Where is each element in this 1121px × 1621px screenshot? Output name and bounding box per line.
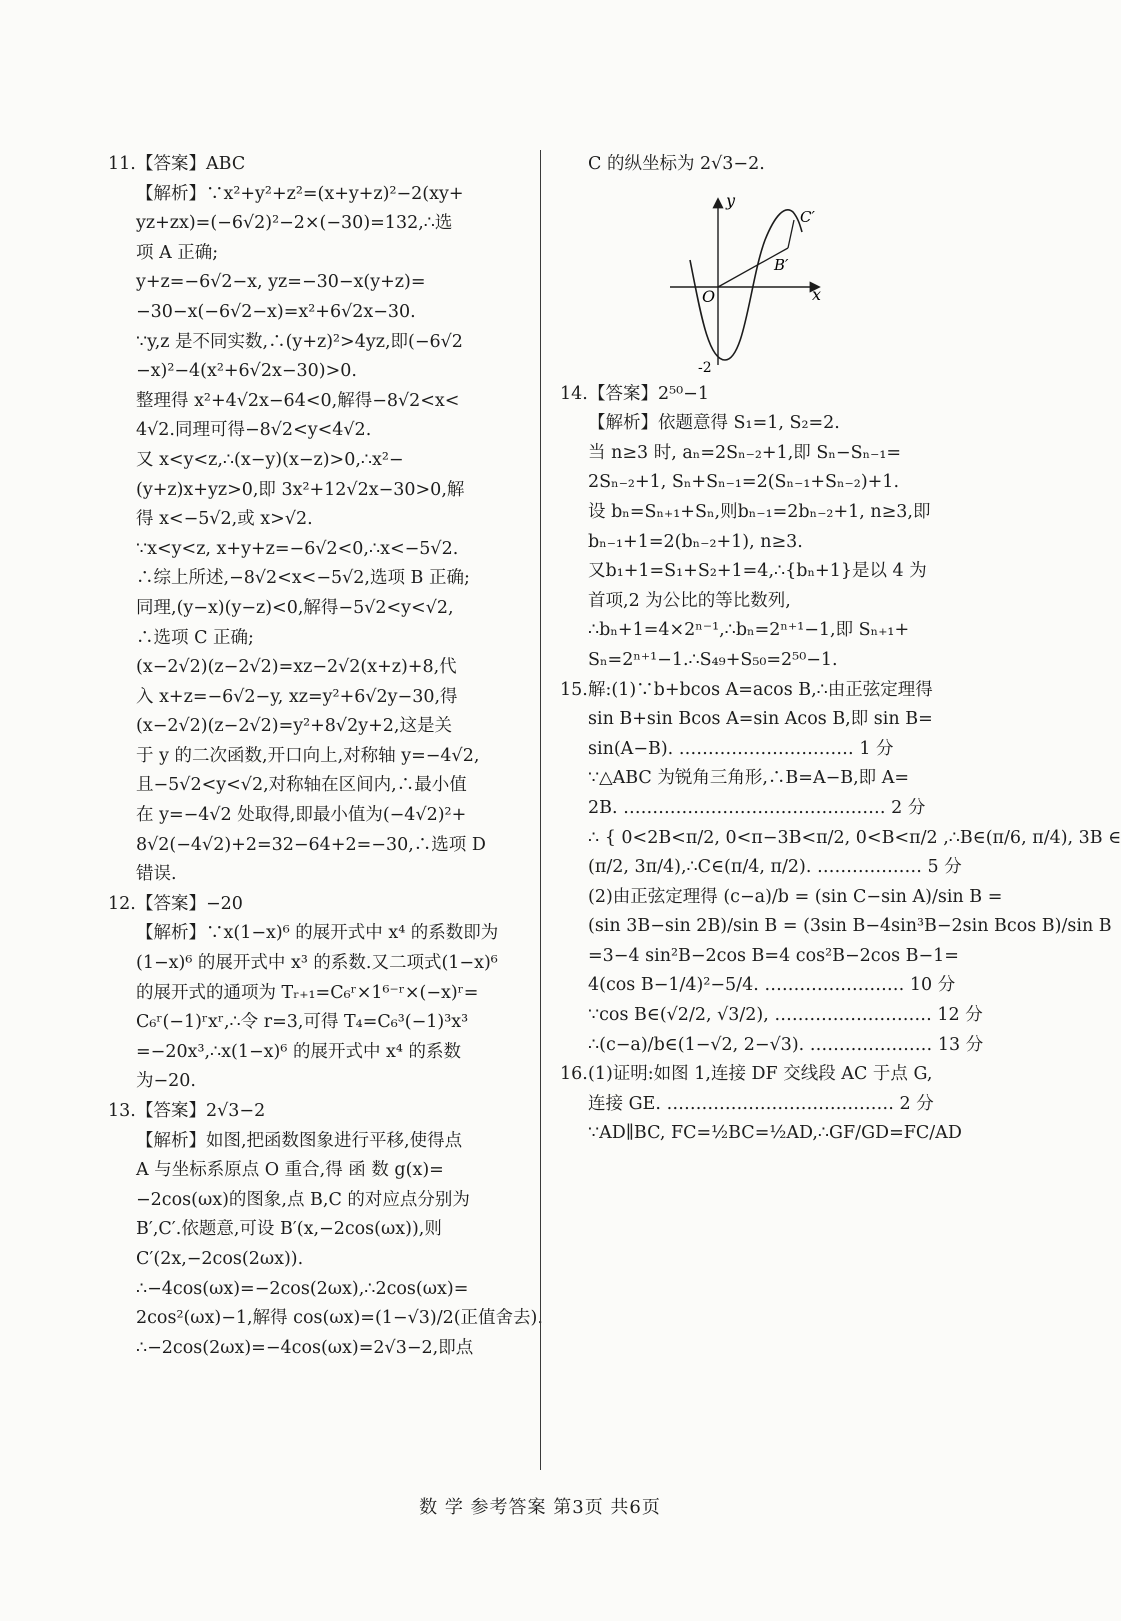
- c-prime-label: C′: [800, 207, 815, 226]
- line-text: ∵cos B∈(√2/2, √3/2), ……………………… 12 分: [588, 1005, 983, 1026]
- text-line: [560, 764, 980, 794]
- text-line: [560, 883, 1003, 913]
- text-line: [108, 1186, 530, 1216]
- line-text: 整理得 x²+4√2x−64<0,解得−8√2<x<: [136, 390, 460, 411]
- line-text: A 与坐标系原点 O 重合,得 函 数 g(x)=: [136, 1160, 444, 1181]
- text-line: [560, 912, 1112, 942]
- line-text: 【答案】2⁵⁰−1: [588, 383, 709, 404]
- text-line: [108, 298, 530, 328]
- line-text: C′(2x,−2cos(2ωx)).: [136, 1248, 304, 1269]
- text-line: [560, 1090, 980, 1120]
- line-text: 【答案】−20: [136, 893, 243, 914]
- text-line: [108, 653, 530, 683]
- text-line: [108, 1215, 530, 1245]
- text-line: [108, 387, 530, 417]
- text-line: [108, 180, 530, 210]
- text-line: [108, 1127, 530, 1157]
- line-text: ∵AD∥BC, FC=½BC=½AD,∴GF/GD=FC/AD: [588, 1123, 962, 1144]
- right-column: [560, 150, 1121, 1149]
- line-text: −2cos(ωx)的图象,点 B,C 的对应点分别为: [136, 1189, 470, 1210]
- text-line: [560, 1001, 983, 1031]
- text-line: [108, 150, 530, 180]
- line-text: 2B. ……………………………………… 2 分: [588, 797, 926, 818]
- text-line: [108, 239, 530, 269]
- line-text: 为−20.: [136, 1071, 196, 1092]
- text-line: [108, 328, 530, 358]
- line-text: (x−2√2)(z−2√2)=y²+8√2y+2,这是关: [136, 716, 452, 737]
- text-line: [108, 505, 530, 535]
- line-text: 2Sₙ₋₂+1, Sₙ+Sₙ₋₁=2(Sₙ₋₁+Sₙ₋₂)+1.: [588, 472, 900, 493]
- question-number: 15.: [560, 679, 588, 700]
- y-axis-label: y: [726, 190, 736, 210]
- text-line: [108, 831, 530, 861]
- text-line: [560, 676, 980, 706]
- text-line: [108, 1067, 530, 1097]
- text-line: [108, 357, 530, 387]
- text-line: [560, 528, 980, 558]
- line-text: 当 n≥3 时, aₙ=2Sₙ₋₂+1,即 Sₙ−Sₙ₋₁=: [588, 442, 902, 463]
- line-text: −x)²−4(x²+6√2x−30)>0.: [136, 361, 357, 382]
- line-text: (2)由正弦定理得 (c−a)/b = (sin C−sin A)/sin B =: [588, 886, 1003, 907]
- text-line: [560, 468, 980, 498]
- line-text: (π/2, 3π/4),∴C∈(π/4, π/2). ……………… 5 分: [588, 857, 962, 878]
- text-line: [108, 742, 530, 772]
- question-number: 16.: [560, 1064, 588, 1085]
- text-line: [560, 587, 980, 617]
- text-line: [560, 824, 1121, 854]
- line-text: 首项,2 为公比的等比数列,: [588, 590, 791, 611]
- line-text: =3−4 sin²B−2cos B=4 cos²B−2cos B−1=: [588, 945, 959, 966]
- line-text: 【答案】ABC: [136, 154, 246, 174]
- question-number: 12.: [108, 893, 136, 914]
- line-text: 【答案】2√3−2: [136, 1101, 266, 1121]
- text-line: [560, 498, 980, 528]
- line-text: 又b₁+1=S₁+S₂+1=4,∴{bₙ+1}是以 4 为: [588, 561, 927, 582]
- origin-label: O: [702, 286, 716, 306]
- line-text: −30−x(−6√2−x)=x²+6√2x−30.: [136, 301, 416, 322]
- text-line: [108, 1008, 530, 1038]
- line-text: 4(cos B−1/4)²−5/4. …………………… 10 分: [588, 975, 956, 996]
- text-line: [560, 794, 980, 824]
- line-text: 得 x<−5√2,或 x>√2.: [136, 509, 313, 530]
- text-line: [560, 1031, 984, 1061]
- line-text: 【解析】依题意得 S₁=1, S₂=2.: [588, 413, 840, 434]
- line-text: (x−2√2)(z−2√2)=xz−2√2(x+z)+8,代: [136, 657, 457, 678]
- page-footer: 数 学 参考答案 第3页 共6页: [419, 1497, 661, 1518]
- text-line: [108, 1245, 530, 1275]
- line-text: ∴选项 C 正确;: [136, 627, 254, 648]
- line-text: 在 y=−4√2 处取得,即最小值为(−4√2)²+: [136, 805, 467, 826]
- text-line: [108, 860, 530, 890]
- x-axis-label: x: [812, 284, 822, 304]
- text-line: [108, 594, 530, 624]
- question-number: 11.: [108, 154, 136, 174]
- line-text: ∴−4cos(ωx)=−2cos(2ωx),∴2cos(ωx)=: [136, 1278, 469, 1299]
- text-line: [108, 1275, 530, 1305]
- text-line: [108, 712, 530, 742]
- left-column: [108, 150, 543, 1363]
- line-text: 的展开式的通项为 Tᵣ₊₁=C₆ʳ×1⁶⁻ʳ×(−x)ʳ=: [136, 982, 479, 1003]
- line-text: 项 A 正确;: [136, 242, 219, 263]
- text-line: [560, 1060, 980, 1090]
- line-text: 且−5√2<y<√2,对称轴在区间内,∴最小值: [136, 775, 467, 796]
- line-text: (sin 3B−sin 2B)/sin B = (3sin B−4sin³B−2sin Bcos B)/sin B: [588, 916, 1112, 937]
- line-text: 【解析】如图,把函数图象进行平移,使得点: [136, 1130, 463, 1151]
- line-text: bₙ₋₁+1=2(bₙ₋₂+1), n≥3.: [588, 531, 803, 552]
- line-text: Sₙ=2ⁿ⁺¹−1.∴S₄₉+S₅₀=2⁵⁰−1.: [588, 649, 838, 670]
- line-text: ∴bₙ+1=4×2ⁿ⁻¹,∴bₙ=2ⁿ⁺¹−1,即 Sₙ₊₁+: [588, 620, 910, 641]
- line-text: C 的纵坐标为 2√3−2.: [588, 154, 765, 174]
- line-text: 错误.: [136, 864, 177, 885]
- text-line: [108, 268, 530, 298]
- line-text: 解:(1)∵b+bcos A=acos B,∴由正弦定理得: [588, 679, 933, 700]
- line-text: ∵△ABC 为锐角三角形,∴B=A−B,即 A=: [588, 768, 910, 789]
- line-text: (y+z)x+yz>0,即 3x²+12√2x−30>0,解: [136, 479, 465, 500]
- text-line: [108, 624, 530, 654]
- line-text: 连接 GE. ………………………………… 2 分: [588, 1093, 934, 1114]
- line-text: (1−x)⁶ 的展开式中 x³ 的系数.又二项式(1−x)⁶: [136, 953, 498, 974]
- text-line: [560, 380, 980, 410]
- line-text: y+z=−6√2−x, yz=−30−x(y+z)=: [136, 272, 426, 293]
- line-text: 8√2(−4√2)+2=32−64+2=−30,∴选项 D: [136, 834, 486, 855]
- question-number: 13.: [108, 1101, 136, 1121]
- line-text: yz+zx)=(−6√2)²−2×(−30)=132,∴选: [136, 213, 453, 234]
- text-line: [560, 705, 980, 735]
- text-line: [560, 853, 980, 883]
- b-prime-label: B′: [774, 255, 789, 274]
- line-text: 【解析】∵x(1−x)⁶ 的展开式中 x⁴ 的系数即为: [136, 923, 499, 944]
- question-number: 14.: [560, 383, 588, 404]
- line-text: ∵x<y<z, x+y+z=−6√2<0,∴x<−5√2.: [136, 538, 459, 559]
- text-line: [560, 557, 980, 587]
- line-text: ∵y,z 是不同实数,∴(y+z)²>4yz,即(−6√2: [136, 331, 463, 352]
- line-text: 【解析】∵x²+y²+z²=(x+y+z)²−2(xy+: [136, 183, 464, 204]
- text-line: [560, 439, 980, 469]
- text-line: [560, 942, 980, 972]
- text-line: [108, 979, 530, 1009]
- right-column-top: [560, 150, 980, 180]
- text-line: [560, 971, 980, 1001]
- line-text: =−20x³,∴x(1−x)⁶ 的展开式中 x⁴ 的系数: [136, 1041, 461, 1062]
- text-line: [560, 409, 980, 439]
- text-line: [108, 771, 530, 801]
- line-text: 同理,(y−x)(y−z)<0,解得−5√2<y<√2,: [136, 597, 454, 618]
- text-line: [108, 476, 530, 506]
- text-line: [108, 890, 530, 920]
- text-line: [108, 1097, 530, 1127]
- text-line: [560, 616, 980, 646]
- line-text: 设 bₙ=Sₙ₊₁+Sₙ,则bₙ₋₁=2bₙ₋₂+1, n≥3,即: [588, 501, 931, 522]
- text-line: [560, 646, 980, 676]
- text-line: [108, 1156, 530, 1186]
- text-line: [108, 209, 530, 239]
- line-text: B′,C′.依题意,可设 B′(x,−2cos(ωx)),则: [136, 1219, 442, 1240]
- text-line: [108, 1038, 530, 1068]
- function-graph: [560, 180, 980, 380]
- text-line: [108, 1334, 530, 1364]
- line-text: 于 y 的二次函数,开口向上,对称轴 y=−4√2,: [136, 745, 480, 766]
- column-divider: [540, 150, 541, 1470]
- text-line: [108, 1304, 543, 1334]
- text-line: [108, 683, 530, 713]
- line-text: 入 x+z=−6√2−y, xz=y²+6√2y−30,得: [136, 686, 458, 707]
- line-text: ∴−2cos(2ωx)=−4cos(ωx)=2√3−2,即点: [136, 1337, 474, 1358]
- text-line: [108, 919, 530, 949]
- right-column-bottom: [560, 380, 1121, 1149]
- line-text: C₆ʳ(−1)ʳxʳ,∴令 r=3,可得 T₄=C₆³(−1)³x³: [136, 1012, 469, 1033]
- segment-bc: [788, 220, 794, 248]
- text-line: [108, 446, 530, 476]
- line-text: (1)证明:如图 1,连接 DF 交线段 AC 于点 G,: [588, 1064, 933, 1085]
- text-line: [560, 735, 980, 765]
- line-text: 2cos²(ωx)−1,解得 cos(ωx)=(1−√3)/2(正值舍去).: [136, 1308, 543, 1329]
- text-line: [108, 416, 530, 446]
- line-text: ∴ { 0<2B<π/2, 0<π−3B<π/2, 0<B<π/2 ,∴B∈(π/6, π/4), 3B ∈: [588, 827, 1121, 848]
- line-text: ∴综上所述,−8√2<x<−5√2,选项 B 正确;: [136, 568, 470, 589]
- text-line: [560, 150, 980, 180]
- text-line: [108, 801, 530, 831]
- line-text: ∴(c−a)/b∈(1−√2, 2−√3). ………………… 13 分: [588, 1034, 984, 1055]
- line-text: sin B+sin Bcos A=sin Acos B,即 sin B=: [588, 709, 933, 730]
- min-label: -2: [698, 359, 712, 376]
- line-text: 又 x<y<z,∴(x−y)(x−z)>0,∴x²−: [136, 449, 404, 470]
- text-line: [108, 535, 530, 565]
- text-line: [560, 1119, 980, 1149]
- curve: [690, 209, 802, 359]
- text-line: [108, 564, 530, 594]
- text-line: [108, 949, 530, 979]
- line-text: 4√2.同理可得−8√2<y<4√2.: [136, 420, 372, 441]
- line-text: sin(A−B). ………………………… 1 分: [588, 738, 894, 759]
